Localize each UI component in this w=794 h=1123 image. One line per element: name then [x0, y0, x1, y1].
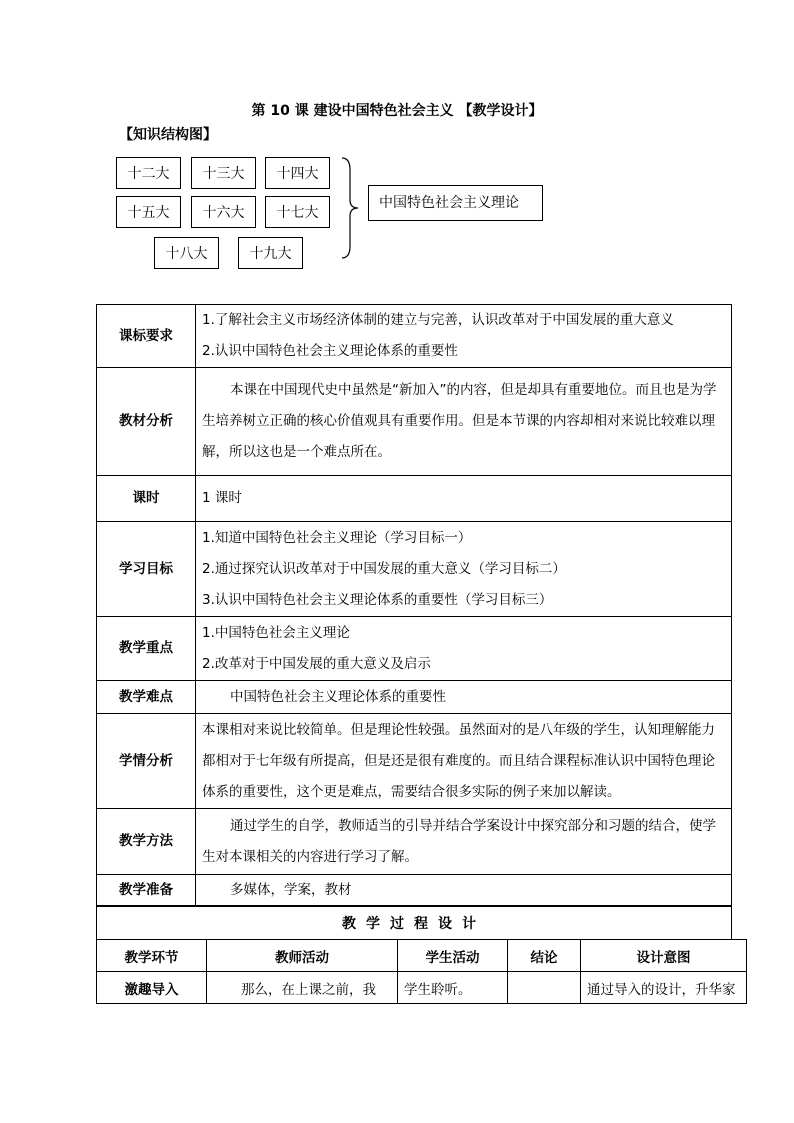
row-content: 本课在中国现代史中虽然是“新加入”的内容，但是却具有重要地位。而且也是为学生培养树立正确的核心价值观具有重要作用。但是本节课的内容却相对来说比较难以理解，所以这也是一个难点所在。	[196, 368, 732, 476]
congress-box: 十八大	[154, 237, 219, 269]
row-content: 通过学生的自学，教师适当的引导并结合学案设计中探究部分和习题的结合，使学生对本课相关的内容进行学习了解。	[196, 809, 732, 875]
row-content: 多媒体，学案，教材	[196, 875, 732, 907]
process-table	[96, 939, 747, 1004]
process-title: 教学过程设计	[96, 905, 732, 939]
process-header: 设计意图	[581, 940, 747, 972]
lesson-info-table	[96, 304, 732, 907]
row-label: 课时	[97, 476, 196, 522]
process-cell: 学生聆听。	[398, 972, 508, 1004]
congress-box: 十五大	[116, 196, 181, 228]
congress-box: 十四大	[265, 157, 330, 189]
process-cell: 通过导入的设计，升华家	[581, 972, 747, 1004]
row-label: 教学方法	[97, 809, 196, 875]
row-content: 1.知道中国特色社会主义理论（学习目标一） 2.通过探究认识改革对于中国发展的重大意义（学习目标二） 3.认识中国特色社会主义理论体系的重要性（学习目标三）	[196, 522, 732, 617]
knowledge-heading: 【知识结构图】	[119, 127, 217, 143]
congress-box: 十九大	[238, 237, 303, 269]
process-header: 教学环节	[97, 940, 207, 972]
process-header: 教师活动	[207, 940, 398, 972]
row-label: 学习目标	[97, 522, 196, 617]
process-cell	[508, 972, 581, 1004]
congress-box: 十二大	[116, 157, 181, 189]
brace-icon	[338, 156, 364, 260]
row-label: 学情分析	[97, 714, 196, 809]
row-label: 教学难点	[97, 681, 196, 714]
theory-box: 中国特色社会主义理论	[368, 185, 543, 221]
row-content: 1.中国特色社会主义理论 2.改革对于中国发展的重大意义及启示	[196, 617, 732, 681]
process-header: 学生活动	[398, 940, 508, 972]
row-content: 中国特色社会主义理论体系的重要性	[196, 681, 732, 714]
row-label: 教学重点	[97, 617, 196, 681]
row-content: 1.了解社会主义市场经济体制的建立与完善，认识改革对于中国发展的重大意义 2.认识中国特色社会主义理论体系的重要性	[196, 305, 732, 368]
congress-box: 十七大	[265, 196, 330, 228]
process-cell: 激趣导入	[97, 972, 207, 1004]
congress-box: 十三大	[191, 157, 256, 189]
row-label: 教学准备	[97, 875, 196, 907]
row-content: 1 课时	[196, 476, 732, 522]
process-header: 结论	[508, 940, 581, 972]
row-label: 课标要求	[97, 305, 196, 368]
row-content: 本课相对来说比较简单。但是理论性较强。虽然面对的是八年级的学生，认知理解能力都相对于七年级有所提高，但是还是很有难度的。而且结合课程标准认识中国特色理论体系的重要性，这个更是难点，需要结合很多实际的例子来加以解读。	[196, 714, 732, 809]
page-title: 第 10 课 建设中国特色社会主义 【教学设计】	[251, 103, 543, 119]
congress-box: 十六大	[191, 196, 256, 228]
row-label: 教材分析	[97, 368, 196, 476]
process-cell: 那么，在上课之前，我	[207, 972, 398, 1004]
